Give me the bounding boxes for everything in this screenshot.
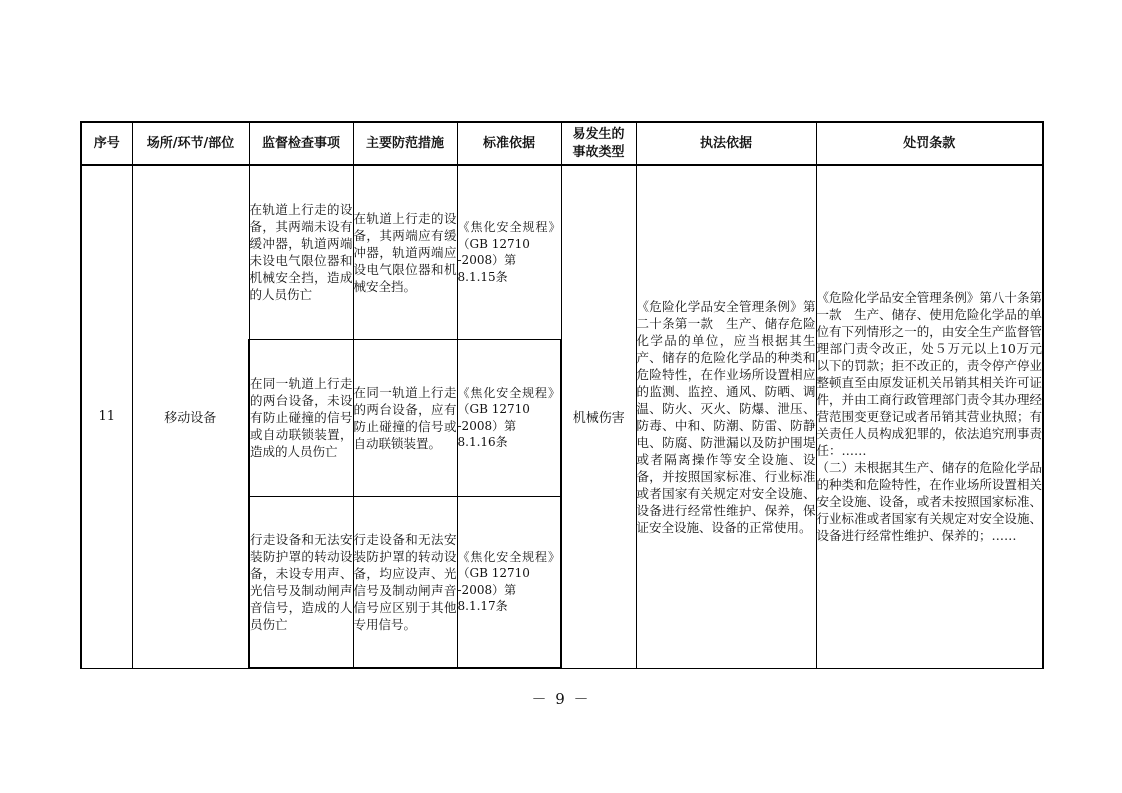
header-measure: 主要防范措施 — [353, 122, 457, 165]
page-number: － 9 － — [531, 690, 591, 708]
table-row — [81, 165, 1043, 339]
row-penalty: 《危险化学品安全管理条例》第八十条第一款 生产、储存、使用危险化学品的单位有下列情形之一的，由安全生产监督管理部门责令改正，处５万元以上10万元以下的罚款；拒不改正的，责令停产停业整顿直至由原发证机关吊销其相关许可证件，并由工商行政管理部门责令其办理经营范围变更登记或者吊销其营业执照；有关责任人员构成犯罪的，依法追究刑事责任：…… （二）未根据其生产、储存的危险化学品的种类和危险特性，在作业场所设置相关安全设施、设备，或者未按照国家标准、行业标准或者国家有关规定对安全设施、设备进行经常性维护、保养的；…… — [816, 165, 1043, 668]
check-item-1: 在轨道上行走的设备，其两端未设有缓冲器，轨道两端未设电气限位器和机械安全挡，造成的人员伤亡 — [249, 165, 353, 339]
measure-3: 行走设备和无法安装防护罩的转动设备，均应设声、光信号及制动闸声音信号应区别于其他专用信号。 — [353, 496, 457, 668]
header-seq: 序号 — [81, 122, 132, 165]
check-item-2: 在同一轨道上行走的两台设备，未设有防止碰撞的信号或自动联锁装置，造成的人员伤亡 — [249, 339, 353, 496]
row-location: 移动设备 — [132, 165, 249, 668]
header-standard: 标准依据 — [457, 122, 561, 165]
check-item-3: 行走设备和无法安装防护罩的转动设备，未设专用声、光信号及制动闸声音信号，造成的人员伤亡 — [249, 496, 353, 668]
row-legal-basis: 《危险化学品安全管理条例》第二十条第一款 生产、储存危险化学品的单位，应当根据其生产、储存的危险化学品的种类和危险特性，在作业场所设置相应的监测、监控、通风、防晒、调温、防火、灭火、防爆、泄压、防毒、中和、防潮、防雷、防静电、防腐、防泄漏以及防护围堤或者隔离操作等安全设施、设备，并按照国家标准、行业标准或者国家有关规定对安全设施、设备进行经常性维护、保养，保证安全设施、设备的正常使用。 — [636, 165, 816, 668]
measure-1: 在轨道上行走的设备，其两端应有缓冲器，轨道两端应设电气限位器和机械安全挡。 — [353, 165, 457, 339]
standard-2: 《焦化安全规程》（GB 12710 -2008）第 8.1.16条 — [457, 339, 561, 496]
inspection-table — [80, 121, 1044, 669]
header-location: 场所/环节/部位 — [132, 122, 249, 165]
standard-3: 《焦化安全规程》（GB 12710 -2008）第 8.1.17条 — [457, 496, 561, 668]
standard-1: 《焦化安全规程》（GB 12710 -2008）第 8.1.15条 — [457, 165, 561, 339]
header-check-item: 监督检查事项 — [249, 122, 353, 165]
header-legal-basis: 执法依据 — [636, 122, 816, 165]
table-header-row — [81, 122, 1043, 165]
row-accident-type: 机械伤害 — [561, 165, 636, 668]
measure-2: 在同一轨道上行走的两台设备，应有防止碰撞的信号或自动联锁装置。 — [353, 339, 457, 496]
header-accident-type: 易发生的 事故类型 — [561, 122, 636, 165]
header-penalty: 处罚条款 — [816, 122, 1043, 165]
row-seq: 11 — [81, 165, 132, 668]
